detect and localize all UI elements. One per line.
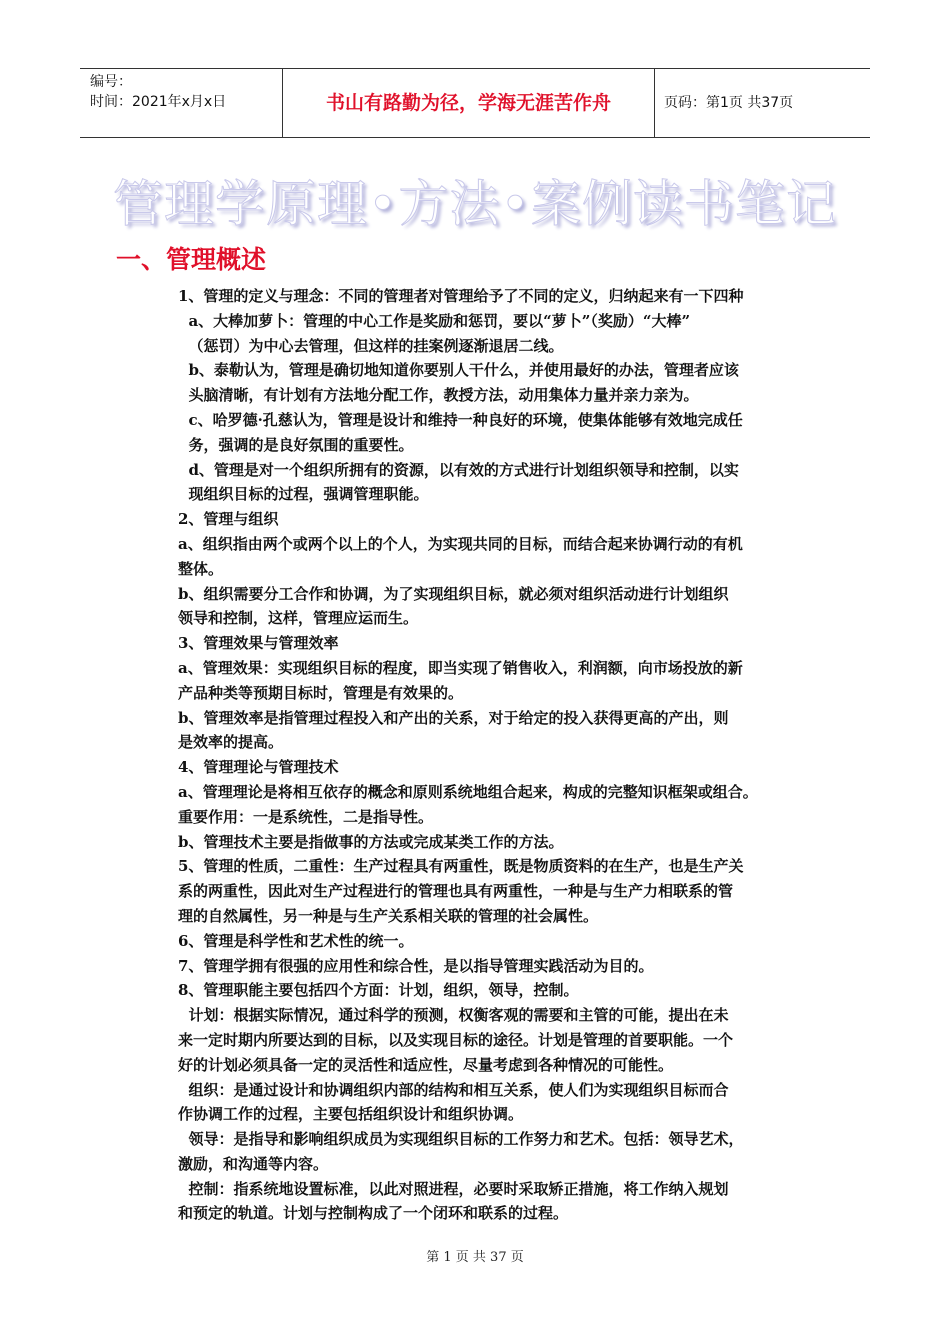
header-meta-cell <box>80 69 283 137</box>
text-line: 作协调工作的过程，主要包括组织设计和组织协调。 <box>178 1105 524 1124</box>
text-line: 理的自然属性，另一种是与生产关系相关联的管理的社会属性。 <box>178 906 599 925</box>
text-line: b、泰勒认为，管理是确切地知道你要别人干什么，并使用最好的办法，管理者应该 <box>178 361 739 380</box>
text-line: 3、管理效果与管理效率 <box>178 634 339 653</box>
text-line: 和预定的轨道。计划与控制构成了一个闭环和联系的过程。 <box>178 1204 569 1223</box>
text-line: a、管理理论是将相互依存的概念和原则系统地组合起来，构成的完整知识框架或组合。 <box>178 782 758 801</box>
body-text <box>178 284 838 1226</box>
page-footer: 第 1 页 共 37 页 <box>426 1250 524 1265</box>
text-line: 激励，和沟通等内容。 <box>178 1154 329 1173</box>
text-line: a、管理效果：实现组织目标的程度，即当实现了销售收入，利润额，向市场投放的新 <box>178 658 743 677</box>
section-title: 一、管理概述 <box>116 245 267 274</box>
text-line: a、组织指由两个或两个以上的个人，为实现共同的目标，而结合起来协调行动的有机 <box>178 534 743 553</box>
text-line: 控制：指系统地设置标准，以此对照进程，必要时采取矫正措施，将工作纳入规划 <box>178 1179 729 1198</box>
text-line: 1、管理的定义与理念：不同的管理者对管理给予了不同的定义，归纳起来有一下四种 <box>178 287 744 305</box>
page-info: 页码：第1页 共37页 <box>664 95 794 111</box>
motto: 书山有路勤为径，学海无涯苦作舟 <box>283 69 655 137</box>
text-line: 2、管理与组织 <box>178 510 279 529</box>
text-line: 8、管理职能主要包括四个方面：计划，组织，领导，控制。 <box>178 981 579 1000</box>
text-line: （惩罚）为中心去管理，但这样的挂案例逐渐退居二线。 <box>178 336 564 355</box>
text-line: 好的计划必须具备一定的灵活性和适应性，尽量考虑到各种情况的可能性。 <box>178 1055 674 1074</box>
text-line: 产品种类等预期目标时，管理是有效果的。 <box>178 683 464 702</box>
text-line: 6、管理是科学性和艺术性的统一。 <box>178 931 414 950</box>
text-line: b、组织需要分工合作和协调，为了实现组织目标，就必须对组织活动进行计划组织 <box>178 584 729 603</box>
text-line: 整体。 <box>178 559 224 578</box>
text-line: 计划：根据实际情况，通过科学的预测，权衡客观的需要和主管的可能，提出在未 <box>178 1006 729 1025</box>
text-line: d、管理是对一个组织所拥有的资源，以有效的方式进行计划组织领导和控制，以实 <box>178 460 739 479</box>
text-line: c、哈罗德·孔慈认为，管理是设计和维持一种良好的环境，使集体能够有效地完成任 <box>178 410 743 429</box>
text-line: 务，强调的是良好氛围的重要性。 <box>178 435 414 454</box>
text-line: 7、管理学拥有很强的应用性和综合性，是以指导管理实践活动为目的。 <box>178 956 654 975</box>
text-line: 领导和控制，这样，管理应运而生。 <box>178 609 419 628</box>
time-label: 时间：2021年x月x日 <box>90 94 227 110</box>
text-line: 5、管理的性质，二重性：生产过程具有两重性，既是物质资料的在生产，也是生产关 <box>178 857 744 876</box>
page-header <box>80 68 870 138</box>
text-line: 4、管理理论与管理技术 <box>178 758 339 777</box>
text-line: 领导：是指导和影响组织成员为实现组织目标的工作努力和艺术。包括：领导艺术， <box>178 1130 744 1149</box>
document-title: 管理学原理•方法•案例读书笔记 <box>113 175 837 233</box>
text-line: 组织：是通过设计和协调组织内部的结构和相互关系，使人们为实现组织目标而合 <box>178 1080 729 1099</box>
text-line: b、管理效率是指管理过程投入和产出的关系，对于给定的投入获得更高的产出，则 <box>178 708 729 727</box>
text-line: b、管理技术主要是指做事的方法或完成某类工作的方法。 <box>178 832 564 851</box>
text-line: 现组织目标的过程，强调管理职能。 <box>178 485 429 504</box>
text-line: 来一定时期内所要达到的目标，以及实现目标的途径。计划是管理的首要职能。一个 <box>178 1030 734 1049</box>
text-line: 重要作用：一是系统性，二是指导性。 <box>178 807 434 826</box>
number-label: 编号： <box>90 74 132 90</box>
text-line: 系的两重性，因此对生产过程进行的管理也具有两重性，一种是与生产力相联系的管 <box>178 882 734 901</box>
text-line: 头脑清晰，有计划有方法地分配工作，教授方法，动用集体力量并亲力亲为。 <box>178 386 699 405</box>
text-line: 是效率的提高。 <box>178 733 284 752</box>
text-line: a、大棒加萝卜：管理的中心工作是奖励和惩罚，要以“萝卜”（奖励）“大棒” <box>178 311 691 330</box>
